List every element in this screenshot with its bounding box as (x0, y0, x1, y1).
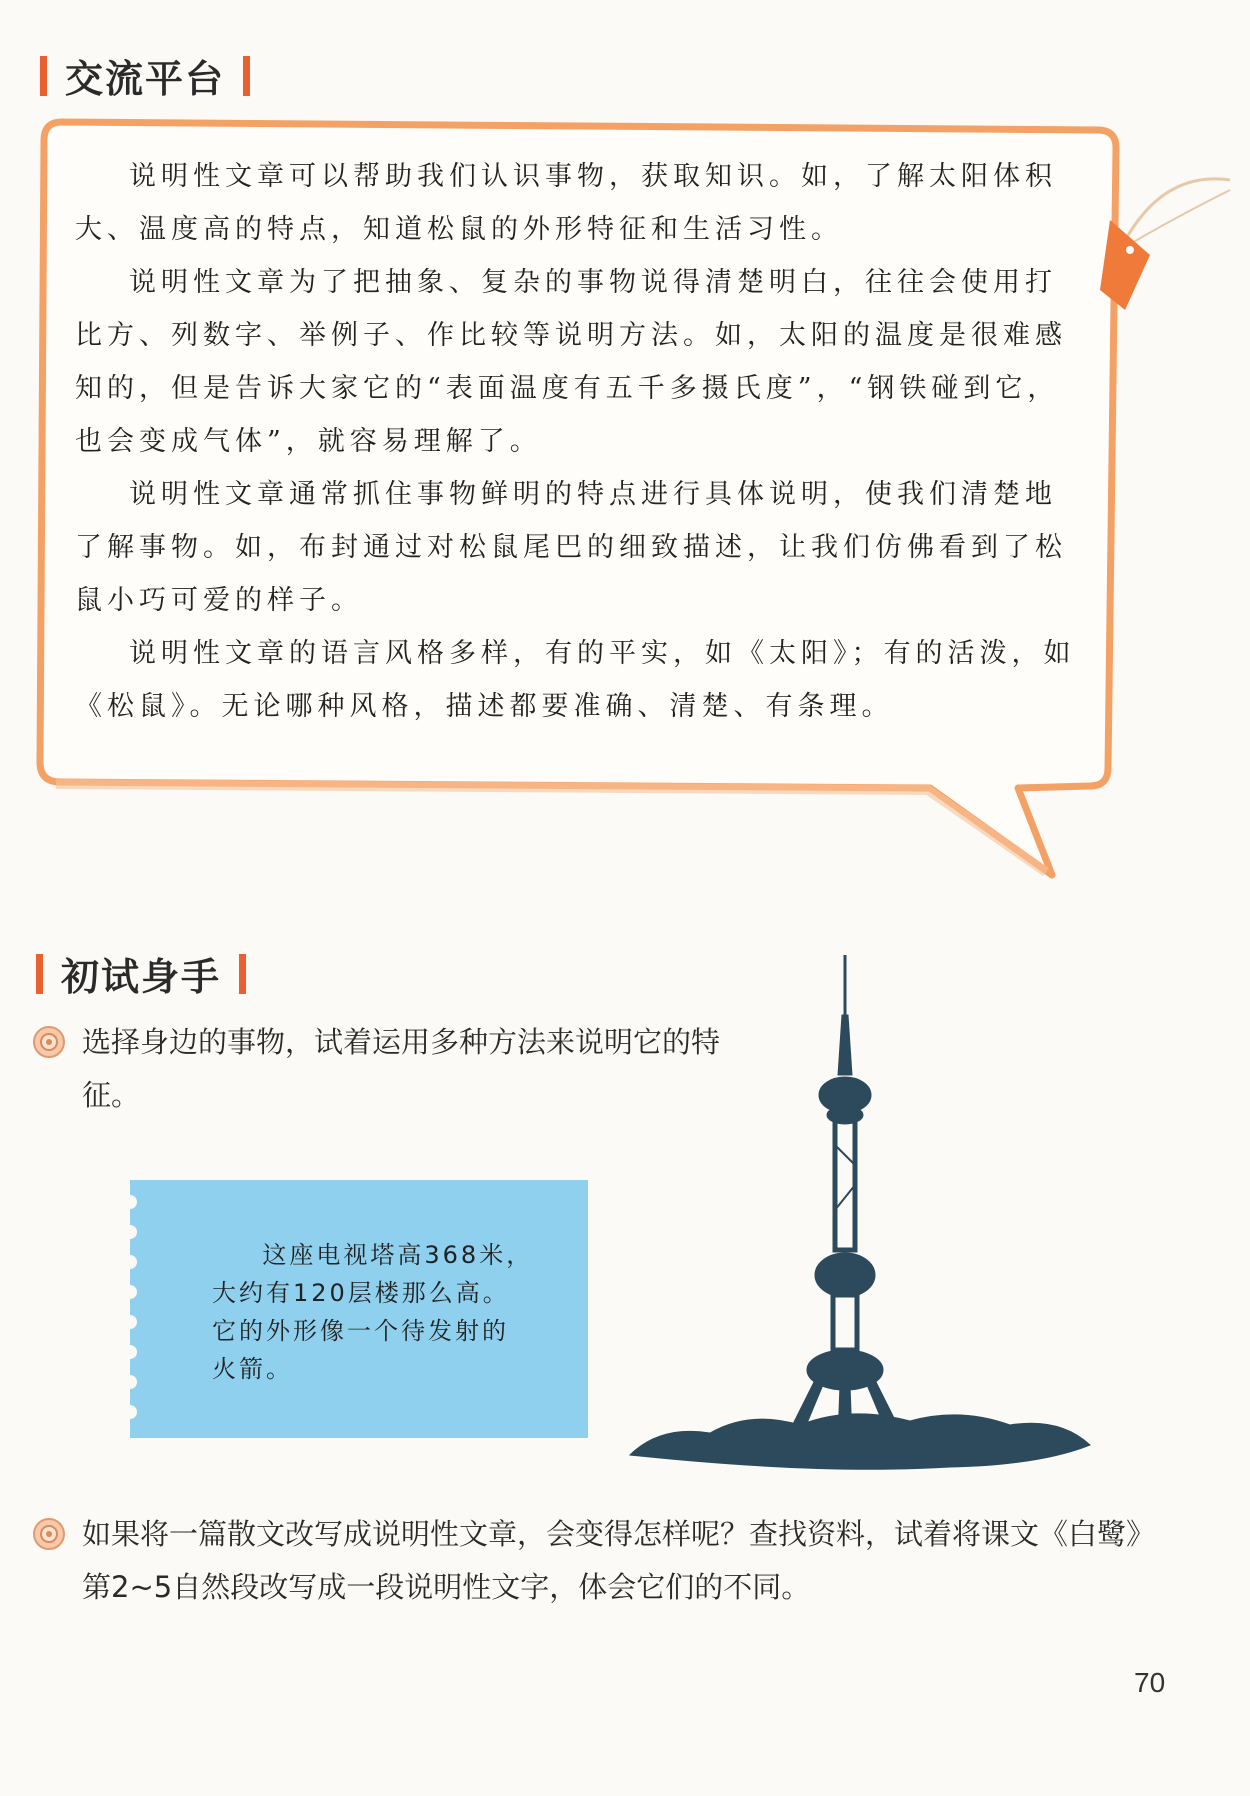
task-text: 选择身边的事物，试着运用多种方法来说明它的特征。 (82, 1025, 721, 1112)
exchange-text (75, 150, 1080, 733)
example-line: 大约有120层楼那么高。 (212, 1279, 510, 1307)
example-text (212, 1236, 542, 1388)
paragraph: 说明性文章可以帮助我们认识事物，获取知识。如，了解太阳体积大、温度高的特点，知道松鼠的外形特征和生活习性。 (75, 161, 1057, 245)
flower-bullet-icon (32, 1517, 66, 1551)
example-line: 这座电视塔高368米， (262, 1241, 534, 1269)
section-title-text: 初试身手 (61, 955, 222, 999)
section-title-try (36, 946, 246, 1001)
title-bar-left (36, 954, 43, 994)
bookmark-tag (1100, 160, 1240, 340)
flower-bullet-icon (32, 1025, 66, 1059)
section-title-text: 交流平台 (65, 57, 226, 101)
paragraph: 说明性文章的语言风格多样，有的平实，如《太阳》；有的活泼，如《松鼠》。无论哪种风格，描述都要准确、清楚、有条理。 (75, 638, 1076, 722)
example-line: 它的外形像一个待发射的 (212, 1317, 509, 1345)
page-number: 70 (1134, 1667, 1166, 1698)
title-bar-right (239, 954, 246, 994)
task-item (32, 1508, 1142, 1614)
task-text: 如果将一篇散文改写成说明性文章，会变得怎样呢？查找资料，试着将课文《白鹭》第2~5自然段改写成一段说明性文字，体会它们的不同。 (82, 1517, 1141, 1604)
tv-tower-illustration (620, 955, 1100, 1475)
example-line: 火箭。 (212, 1355, 293, 1383)
paragraph: 说明性文章为了把抽象、复杂的事物说得清楚明白，往往会使用打比方、列数字、举例子、作比较等说明方法。如，太阳的温度是很难感知的，但是告诉大家它的“表面温度有五千多摄氏度”，“钢铁碰到它，也会变成气体”，就容易理解了。 (75, 267, 1067, 457)
paragraph: 说明性文章通常抓住事物鲜明的特点进行具体说明，使我们清楚地了解事物。如，布封通过对松鼠尾巴的细致描述，让我们仿佛看到了松鼠小巧可爱的样子。 (75, 479, 1067, 616)
